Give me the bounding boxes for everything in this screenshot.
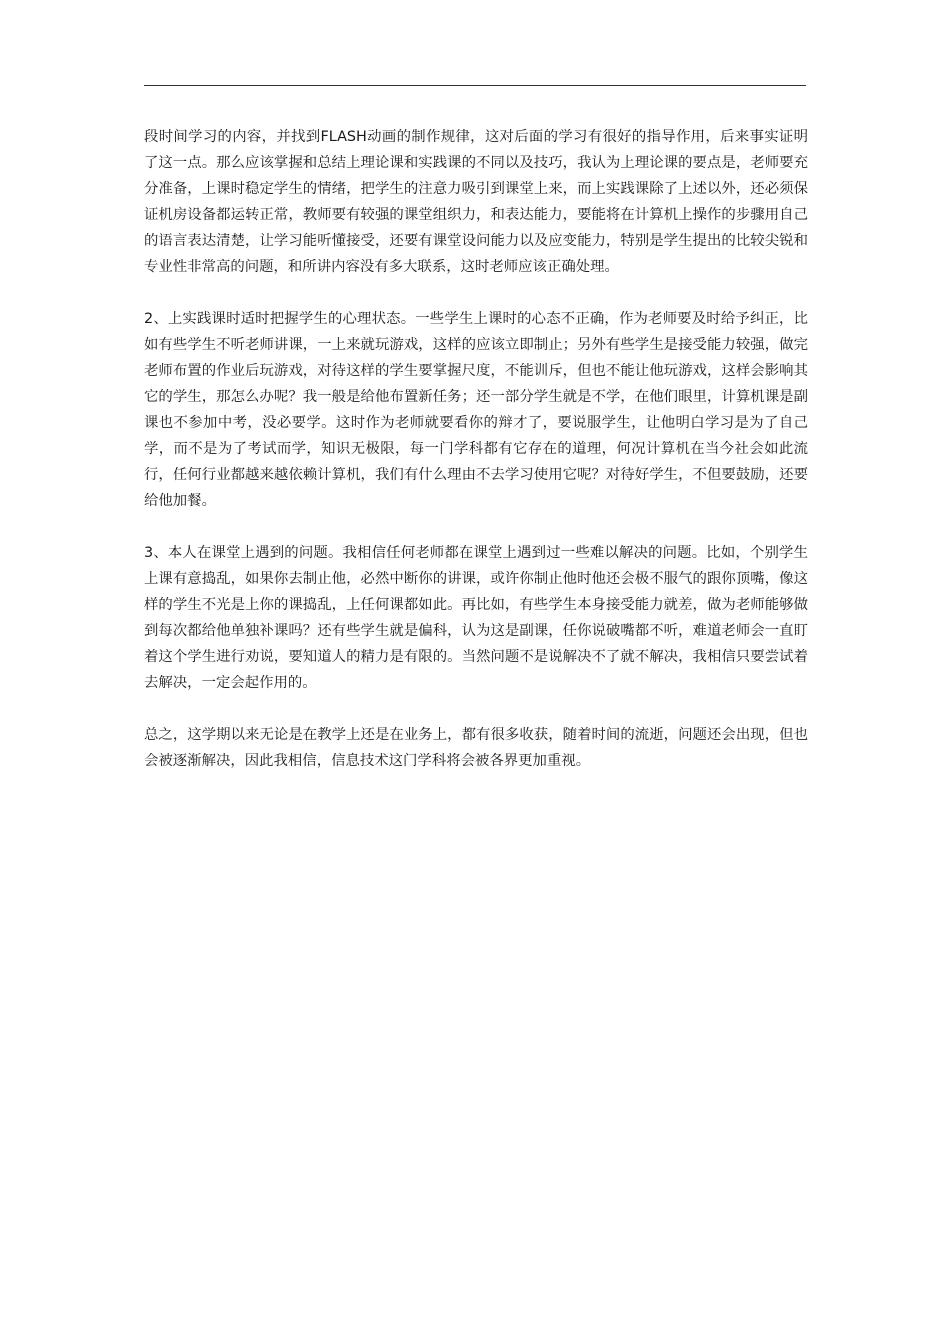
paragraph-conclusion: 总之，这学期以来无论是在教学上还是在业务上，都有很多收获，随着时间的流逝，问题还会出现，但也会被逐渐解决，因此我相信，信息技术这门学科将会被各界更加重视。 (144, 727, 808, 769)
paragraph-intro-continued: 段时间学习的内容，并找到FLASH动画的制作规律，这对后面的学习有很好的指导作用，后来事实证明了这一点。那么应该掌握和总结上理论课和实践课的不同以及技巧，我认为上理论课的要点是，老师要充分准备，上课时稳定学生的情绪，把学生的注意力吸引到课堂上来，而上实践课除了上述以外，还必须保证机房设备都运转正常，教师要有较强的课堂组织力，和表达能力，要能将在计算机上操作的步骤用自己的语言表达清楚，让学习能听懂接受，还要有课堂设问能力以及应变能力，特别是学生提出的比较尖锐和专业性非常高的问题，和所讲内容没有多大联系，这时老师应该正确处理。 (144, 129, 808, 275)
header-divider (144, 85, 806, 86)
paragraph-point-2: 2、上实践课时适时把握学生的心理状态。一些学生上课时的心态不正确，作为老师要及时给予纠正，比如有些学生不听老师讲课，一上来就玩游戏，这样的应该立即制止；另外有些学生是接受能力较强，做完老师布置的作业后玩游戏，对待这样的学生要掌握尺度，不能训斥，但也不能让他玩游戏，这样会影响其它的学生，那怎么办呢？我一般是给他布置新任务；还一部分学生就是不学，在他们眼里，计算机课是副课也不参加中考，没必要学。这时作为老师就要看你的辩才了，要说服学生，让他明白学习是为了自己学，而不是为了考试而学，知识无极限，每一门学科都有它存在的道理，何况计算机在当今社会如此流行，任何行业都越来越依赖计算机，我们有什么理由不去学习使用它呢？对待好学生，不但要鼓励，还要给他加餐。 (144, 311, 808, 509)
document-body (144, 124, 808, 800)
paragraph-point-3: 3、本人在课堂上遇到的问题。我相信任何老师都在课堂上遇到过一些难以解决的问题。比如，个别学生上课有意捣乱，如果你去制止他，必然中断你的讲课，或许你制止他时他还会极不服气的跟你顶嘴，像这样的学生不光是上你的课捣乱，上任何课都如此。再比如，有些学生本身接受能力就差，做为老师能够做到每次都给他单独补课吗？还有些学生就是偏科，认为这是副课，任你说破嘴都不听，难道老师会一直盯着这个学生进行劝说，要知道人的精力是有限的。当然问题不是说解决不了就不解决，我相信只要尝试着去解决，一定会起作用的。 (144, 545, 808, 691)
